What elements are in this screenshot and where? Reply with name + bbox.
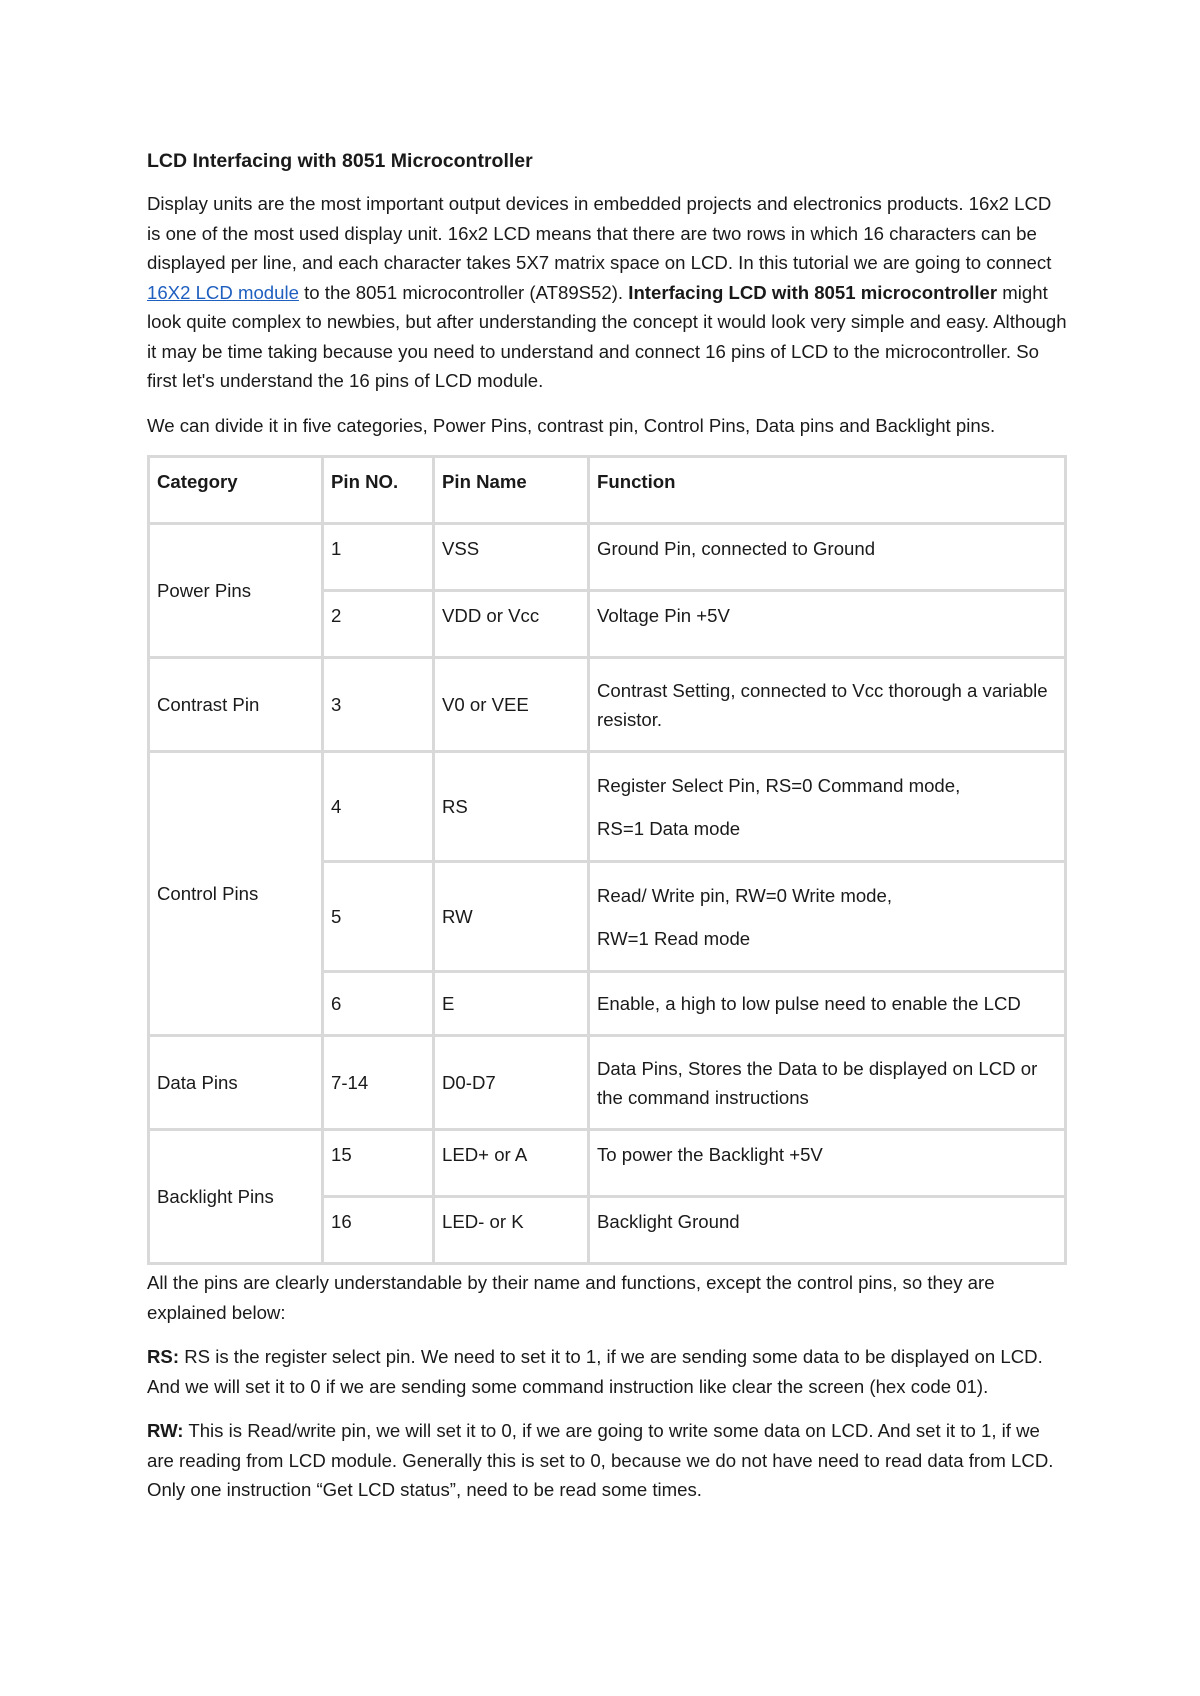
pin-function: Backlight Ground bbox=[589, 1197, 1066, 1264]
category-power-pins: Power Pins bbox=[149, 524, 323, 658]
control-pins-intro: All the pins are clearly understandable by their name and functions, except the control pins, so they are explained below: bbox=[147, 1272, 995, 1323]
table-row bbox=[149, 1036, 1066, 1130]
pin-table bbox=[147, 455, 1067, 1265]
header-pin-name: Pin Name bbox=[434, 457, 589, 524]
rs-paragraph bbox=[147, 1342, 1067, 1401]
categories-paragraph: We can divide it in five categories, Power Pins, contrast pin, Control Pins, Data pins and Backlight pins. bbox=[147, 414, 996, 436]
pin-function-line2: RS=1 Data mode bbox=[597, 817, 741, 839]
pin-function-line1: Register Select Pin, RS=0 Command mode, bbox=[597, 774, 961, 796]
intro-text-3: might look quite complex to newbies, but after understanding the concept it would look very simple and easy. Although it may be time taking because you need to understand and connect 16 pins of LCD to the microcontroller. So first let's understand the 16 pins of LCD module. bbox=[147, 281, 1067, 391]
pin-name: RS bbox=[434, 752, 589, 862]
pin-number: 5 bbox=[323, 862, 434, 972]
category-contrast-pin: Contrast Pin bbox=[149, 658, 323, 752]
table-row bbox=[149, 658, 1066, 752]
page-title: LCD Interfacing with 8051 Microcontroller bbox=[147, 150, 533, 172]
pin-name: D0-D7 bbox=[434, 1036, 589, 1130]
pin-function bbox=[589, 752, 1066, 862]
rw-label: RW: bbox=[147, 1420, 184, 1441]
rs-label: RS: bbox=[147, 1346, 180, 1367]
pin-number: 3 bbox=[323, 658, 434, 752]
table-header-row bbox=[149, 457, 1066, 524]
header-pin-no: Pin NO. bbox=[323, 457, 434, 524]
pin-function: Ground Pin, connected to Ground bbox=[589, 524, 1066, 591]
table-row bbox=[149, 524, 1066, 591]
pin-function: Data Pins, Stores the Data to be displayed on LCD or the command instructions bbox=[589, 1036, 1066, 1130]
pin-name: LED- or K bbox=[434, 1197, 589, 1264]
pin-number: 15 bbox=[323, 1130, 434, 1197]
category-control-pins: Control Pins bbox=[149, 752, 323, 1036]
document-body bbox=[147, 146, 1067, 1520]
lcd-module-link[interactable]: 16X2 LCD module bbox=[147, 281, 299, 303]
category-backlight-pins: Backlight Pins bbox=[149, 1130, 323, 1264]
rs-text: RS is the register select pin. We need to set it to 1, if we are sending some data to be displayed on LCD. And we will set it to 0 if we are sending some command instruction like clear the screen (hex code 01). bbox=[147, 1346, 1043, 1397]
pin-function bbox=[589, 862, 1066, 972]
pin-name: VSS bbox=[434, 524, 589, 591]
pin-number: 16 bbox=[323, 1197, 434, 1264]
pin-function-line2: RW=1 Read mode bbox=[597, 927, 751, 949]
category-data-pins: Data Pins bbox=[149, 1036, 323, 1130]
intro-text-1: Display units are the most important output devices in embedded projects and electronics products. 16x2 LCD is one of the most used display unit. 16x2 LCD means that there are two rows in which 16 characters can be displayed per line, and each character takes 5X7 matrix space on LCD. In this tutorial we are going to connect bbox=[147, 193, 1052, 273]
pin-number: 6 bbox=[323, 972, 434, 1036]
pin-name: LED+ or A bbox=[434, 1130, 589, 1197]
pin-function: Contrast Setting, connected to Vcc thorough a variable resistor. bbox=[589, 658, 1066, 752]
rw-text: This is Read/write pin, we will set it to 0, if we are going to write some data on LCD. And set it to 1, if we are reading from LCD module. Generally this is set to 0, because we do not have need to read data from LCD. Only one instruction “Get LCD status”, need to be read some times. bbox=[147, 1420, 1054, 1500]
header-function: Function bbox=[589, 457, 1066, 524]
pin-name: RW bbox=[434, 862, 589, 972]
intro-text-2: to the 8051 microcontroller (AT89S52). bbox=[298, 281, 629, 303]
intro-bold-text: Interfacing LCD with 8051 microcontroller bbox=[628, 281, 998, 303]
pin-function: Voltage Pin +5V bbox=[589, 591, 1066, 658]
pin-function: Enable, a high to low pulse need to enable the LCD bbox=[589, 972, 1066, 1036]
intro-paragraph bbox=[147, 189, 1067, 396]
pin-number: 4 bbox=[323, 752, 434, 862]
pin-name: E bbox=[434, 972, 589, 1036]
pin-function-line1: Read/ Write pin, RW=0 Write mode, bbox=[597, 884, 893, 906]
pin-number: 7-14 bbox=[323, 1036, 434, 1130]
header-category: Category bbox=[149, 457, 323, 524]
pin-name: V0 or VEE bbox=[434, 658, 589, 752]
table-row bbox=[149, 752, 1066, 862]
pin-function: To power the Backlight +5V bbox=[589, 1130, 1066, 1197]
rw-paragraph bbox=[147, 1416, 1067, 1505]
pin-name: VDD or Vcc bbox=[434, 591, 589, 658]
pin-number: 2 bbox=[323, 591, 434, 658]
pin-number: 1 bbox=[323, 524, 434, 591]
table-row bbox=[149, 1130, 1066, 1197]
